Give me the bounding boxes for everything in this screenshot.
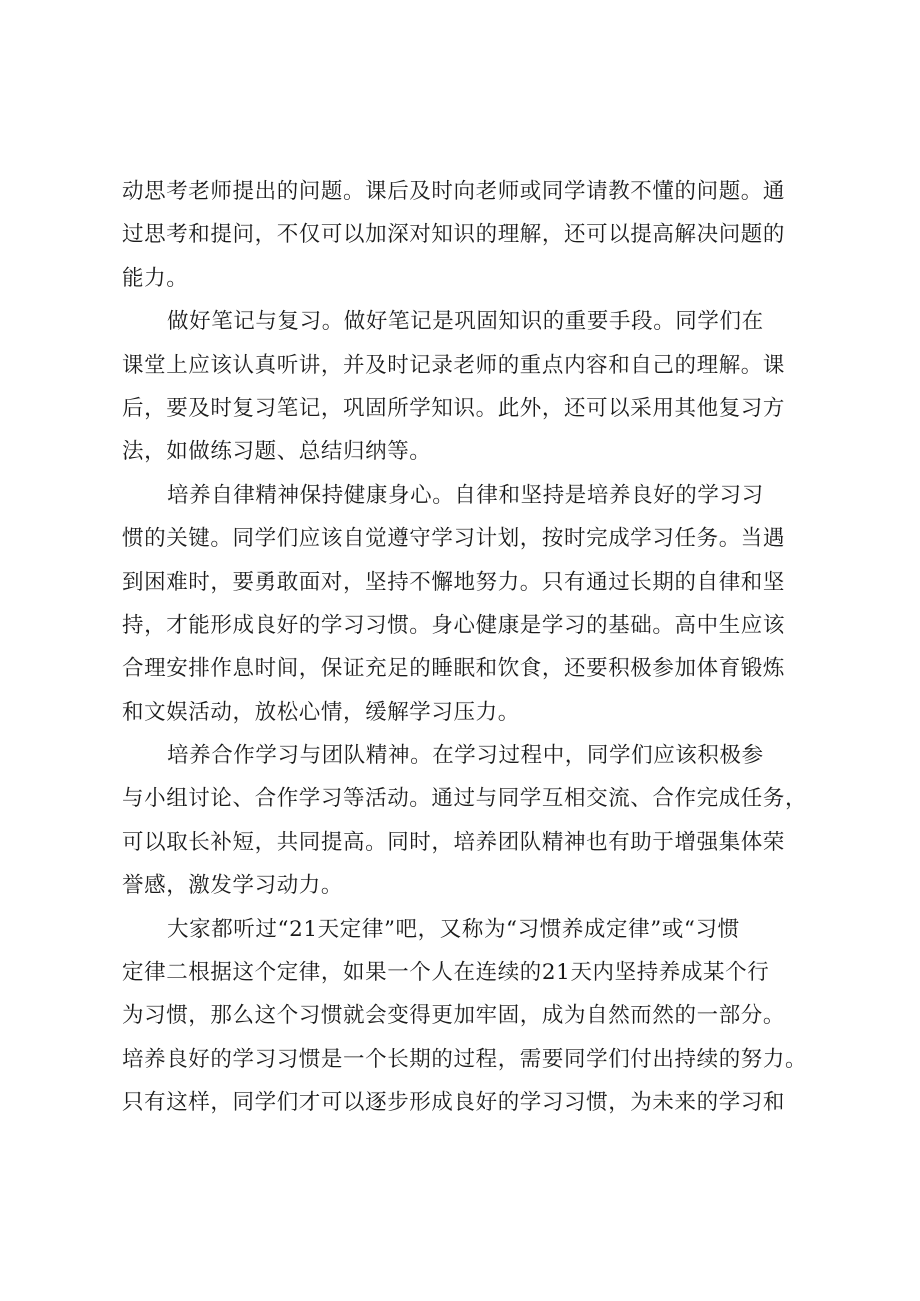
text-line: 做好笔记与复习。做好笔记是巩固知识的重要手段。同学们在 xyxy=(167,309,764,335)
text-line: 惯的关键。同学们应该自觉遵守学习计划，按时完成学习任务。当遇 xyxy=(122,526,786,552)
text-line: 大家都听过“21天定律”吧，又称为“习惯养成定律”或“习惯 xyxy=(167,916,740,942)
text-line: 能力。 xyxy=(122,265,189,291)
text-line: 可以取长补短，共同提高。同时，培养团队精神也有助于增强集体荣 xyxy=(122,829,786,855)
paragraph-thinking-questions xyxy=(122,170,812,300)
text-line: 定律二根据这个定律，如果一个人在连续的21天内坚持养成某个行 xyxy=(122,960,770,986)
text-line: 誉感，激发学习动力。 xyxy=(122,873,344,899)
paragraph-21-day-rule xyxy=(122,908,812,1125)
text-line: 和文娱活动，放松心情，缓解学习压力。 xyxy=(122,699,520,725)
text-line: 动思考老师提出的问题。课后及时向老师或同学请教不懂的问题。通 xyxy=(122,179,786,204)
document-body xyxy=(122,170,812,1125)
text-line: 只有这样，同学们才可以逐步形成良好的学习习惯，为未来的学习和 xyxy=(122,1090,786,1116)
text-line: 为习惯，那么这个习惯就会变得更加牢固，成为自然而然的一部分。 xyxy=(122,1003,786,1029)
paragraph-teamwork xyxy=(122,734,812,908)
text-line: 持，才能形成良好的学习习惯。身心健康是学习的基础。高中生应该 xyxy=(122,612,786,638)
text-line: 培养自律精神保持健康身心。自律和坚持是培养良好的学习习 xyxy=(167,482,764,508)
text-line: 与小组讨论、合作学习等活动。通过与同学互相交流、合作完成任务， xyxy=(122,786,808,812)
text-line: 法，如做练习题、总结归纳等。 xyxy=(122,439,432,465)
text-line: 后，要及时复习笔记，巩固所学知识。此外，还可以采用其他复习方 xyxy=(122,395,786,421)
paragraph-notes-review xyxy=(122,300,812,474)
text-line: 培养合作学习与团队精神。在学习过程中，同学们应该积极参 xyxy=(167,743,764,769)
text-line: 培养良好的学习习惯是一个长期的过程，需要同学们付出持续的努力。 xyxy=(122,1046,808,1072)
paragraph-self-discipline xyxy=(122,474,812,734)
text-line: 过思考和提问，不仅可以加深对知识的理解，还可以提高解决问题的 xyxy=(122,222,786,248)
text-line: 课堂上应该认真听讲，并及时记录老师的重点内容和自己的理解。课 xyxy=(122,352,786,378)
text-line: 到困难时，要勇敢面对，坚持不懈地努力。只有通过长期的自律和坚 xyxy=(122,569,786,595)
text-line: 合理安排作息时间，保证充足的睡眠和饮食，还要积极参加体育锻炼 xyxy=(122,656,786,682)
